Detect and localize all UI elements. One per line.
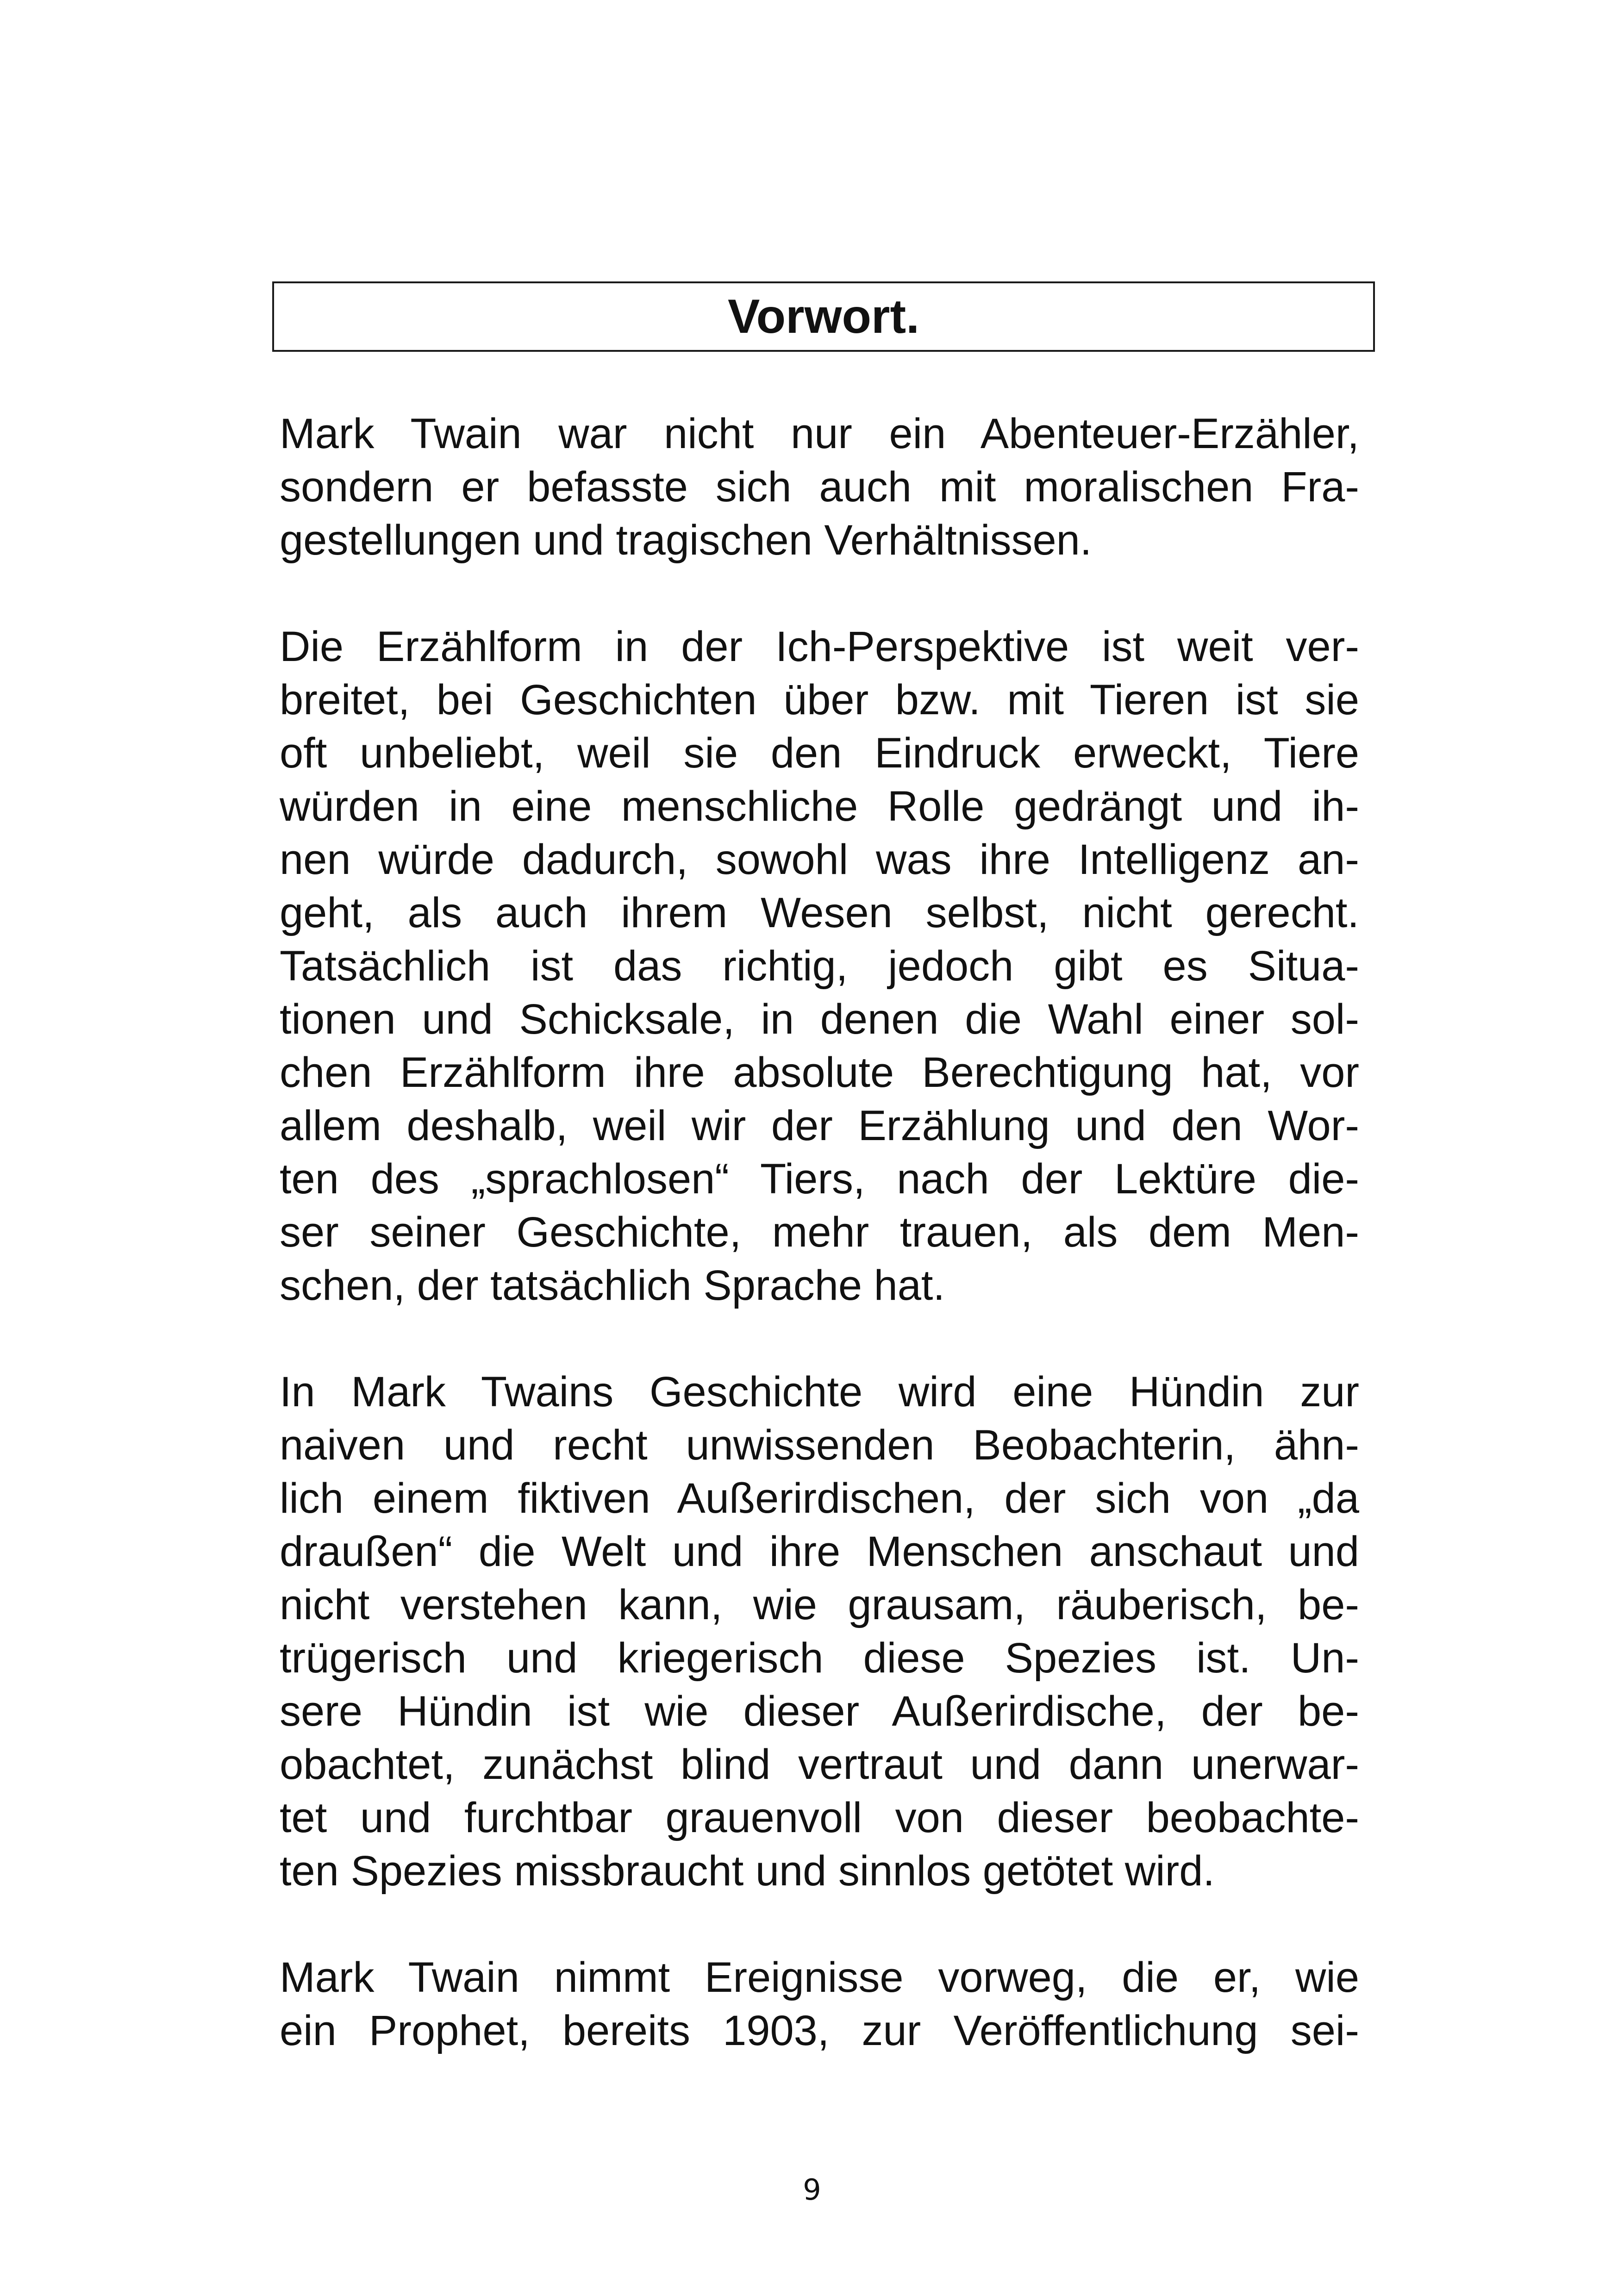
page-title: Vorwort. <box>727 290 920 343</box>
text-line: ein Prophet, bereits 1903, zur Veröffentlichung sei- <box>280 2007 1359 2054</box>
text-line: draußen“ die Welt und ihre Menschen anschaut und <box>280 1528 1359 1575</box>
text-line: obachtet, zunächst blind vertraut und dann unerwar- <box>280 1741 1359 1788</box>
heading-box <box>272 281 1375 352</box>
text-line: sondern er befasste sich auch mit moralischen Fra- <box>280 463 1359 511</box>
text-line: ten Spezies missbraucht und sinnlos getötet wird. <box>280 1847 1215 1895</box>
text-line: tet und furchtbar grauenvoll von dieser beobachte- <box>280 1794 1359 1841</box>
body-text <box>280 407 1359 2111</box>
text-line: schen, der tatsächlich Sprache hat. <box>280 1262 945 1309</box>
text-line: gestellungen und tragischen Verhältnissen. <box>280 517 1092 564</box>
text-line: In Mark Twains Geschichte wird eine Hündin zur <box>280 1368 1359 1416</box>
text-line: sere Hündin ist wie dieser Außerirdische, der be- <box>280 1688 1359 1735</box>
text-line: oft unbeliebt, weil sie den Eindruck erweckt, Tiere <box>280 730 1359 777</box>
text-line: würden in eine menschliche Rolle gedrängt und ih- <box>280 783 1359 830</box>
page-number: 9 <box>803 2173 821 2207</box>
text-line: Tatsächlich ist das richtig, jedoch gibt es Situa- <box>280 942 1359 990</box>
text-line: allem deshalb, weil wir der Erzählung und den Wor- <box>280 1102 1359 1149</box>
text-line: breitet, bei Geschichten über bzw. mit Tieren ist sie <box>280 676 1359 723</box>
text-line: chen Erzählform ihre absolute Berechtigung hat, vor <box>280 1049 1359 1096</box>
paragraph <box>280 407 1359 567</box>
text-line: ser seiner Geschichte, mehr trauen, als dem Men- <box>280 1209 1359 1256</box>
text-line: Mark Twain nimmt Ereignisse vorweg, die er, wie <box>280 1954 1359 2001</box>
text-line: ten des „sprachlosen“ Tiers, nach der Lektüre die- <box>280 1155 1359 1203</box>
text-line: Die Erzählform in der Ich-Perspektive ist weit ver- <box>280 623 1359 670</box>
text-line: Mark Twain war nicht nur ein Abenteuer-Erzähler, <box>280 410 1359 457</box>
text-line: trügerisch und kriegerisch diese Spezies ist. Un- <box>280 1634 1359 1682</box>
text-line: nen würde dadurch, sowohl was ihre Intelligenz an- <box>280 836 1359 883</box>
paragraph <box>280 620 1359 1312</box>
text-line: tionen und Schicksale, in denen die Wahl einer sol- <box>280 996 1359 1043</box>
text-line: naiven und recht unwissenden Beobachterin, ähn- <box>280 1422 1359 1469</box>
text-line: geht, als auch ihrem Wesen selbst, nicht gerecht. <box>280 889 1359 936</box>
paragraph <box>280 1951 1359 2058</box>
text-line: lich einem fiktiven Außerirdischen, der sich von „da <box>280 1475 1359 1522</box>
text-line: nicht verstehen kann, wie grausam, räuberisch, be- <box>280 1581 1359 1628</box>
paragraph <box>280 1366 1359 1898</box>
